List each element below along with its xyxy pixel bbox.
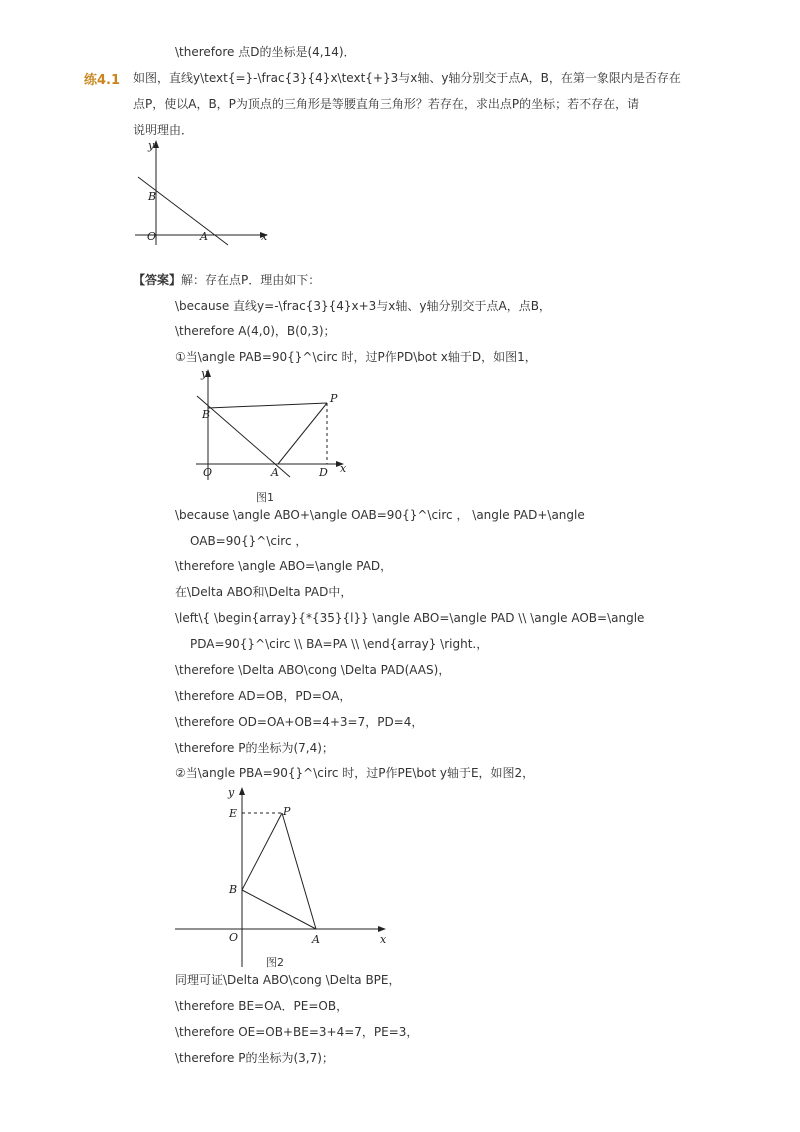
solution-line-14: \therefore BE=OA．PE=OB， — [175, 999, 349, 1013]
y-axis-label: y — [228, 786, 235, 799]
answer-intro: 解：存在点P．理由如下： — [181, 273, 321, 287]
x-axis-label: x — [261, 230, 268, 243]
x-axis-arrow — [378, 926, 386, 932]
y-axis-arrow — [239, 787, 245, 795]
solution-line-10: \therefore OD=OA+OB=4+3=7，PD=4， — [175, 715, 424, 729]
x-axis-label: x — [380, 933, 387, 946]
origin-label: O — [229, 931, 239, 944]
x-axis-label: x — [340, 462, 347, 475]
solution-line-8: \therefore \Delta ABO\cong \Delta PAD(AAS)， — [175, 663, 451, 677]
segment-bp — [242, 813, 282, 890]
point-e-label: E — [229, 807, 238, 820]
origin-label: O — [203, 466, 213, 479]
solution-line-11: \therefore P的坐标为(7,4)； — [175, 741, 334, 755]
solution-line-15: \therefore OE=OB+BE=3+4=7，PE=3， — [175, 1025, 419, 1039]
point-b-label: B — [202, 408, 211, 421]
point-p-label: P — [330, 392, 338, 405]
solution-line-7b: PDA=90{}^\circ \\ BA=PA \\ \end{array} \right.， — [190, 637, 489, 651]
solution-line-5: \therefore \angle ABO=\angle PAD， — [175, 559, 393, 573]
figure-2 — [172, 782, 397, 952]
solution-line-4a: \because \angle ABO+\angle OAB=90{}^\circ ， \angle PAD+\angle — [175, 508, 585, 522]
y-axis-label: y — [201, 367, 208, 380]
point-b-label: B — [148, 190, 157, 203]
exercise-label: 练4.1 — [84, 73, 121, 88]
point-a-label: A — [271, 466, 279, 479]
question-line-3: 说明理由． — [133, 123, 194, 137]
solution-line-1: \because 直线y=-\frac{3}{4}x+3与x轴、y轴分别交于点A，点B， — [175, 299, 551, 313]
answer-header — [133, 272, 320, 288]
segment-bp — [208, 403, 327, 408]
solution-line-9: \therefore AD=OB，PD=OA， — [175, 689, 352, 703]
figure-2-caption: 图2 — [266, 956, 284, 969]
text-line-d-coordinate: \therefore 点D的坐标是(4,14)． — [175, 45, 356, 59]
solution-line-2: \therefore A(4,0)，B(0,3)； — [175, 324, 336, 338]
question-line-2: 点P，使以A，B，P为顶点的三角形是等腰直角三角形？若存在，求出点P的坐标；若不存在，请 — [133, 97, 640, 111]
y-axis-label: y — [148, 139, 155, 152]
solution-line-7a: \left\{ \begin{array}{*{35}{l}} \angle ABO=\angle PAD \\ \angle AOB=\angle — [175, 611, 645, 625]
solution-line-4b: OAB=90{}^\circ ， — [190, 534, 308, 548]
origin-label: O — [147, 230, 157, 243]
answer-tag: 【答案】 — [133, 273, 182, 287]
segment-pa — [282, 813, 316, 929]
figure-1-caption: 图1 — [256, 491, 274, 504]
figure-1 — [190, 365, 355, 505]
question-figure — [130, 140, 275, 250]
segment-ba — [242, 890, 316, 929]
solution-line-3: ①当\angle PAB=90{}^\circ 时，过P作PD\bot x轴于D，如图1， — [175, 350, 537, 364]
solution-line-12: ②当\angle PBA=90{}^\circ 时，过P作PE\bot y轴于E，如图2， — [175, 766, 535, 780]
solution-line-6: 在\Delta ABO和\Delta PAD中， — [175, 585, 353, 599]
point-b-label: B — [229, 883, 238, 896]
solution-line-16: \therefore P的坐标为(3,7)； — [175, 1051, 334, 1065]
point-d-label: D — [319, 466, 328, 479]
point-a-label: A — [200, 230, 208, 243]
solution-line-13: 同理可证\Delta ABO\cong \Delta BPE， — [175, 973, 401, 987]
question-line-1: 如图，直线y\text{=}-\frac{3}{4}x\text{+}3与x轴、y轴分别交于点A，B，在第一象限内是否存在 — [133, 71, 681, 85]
segment-ap — [278, 403, 327, 464]
point-p-label: P — [283, 805, 291, 818]
point-a-label: A — [312, 933, 320, 946]
